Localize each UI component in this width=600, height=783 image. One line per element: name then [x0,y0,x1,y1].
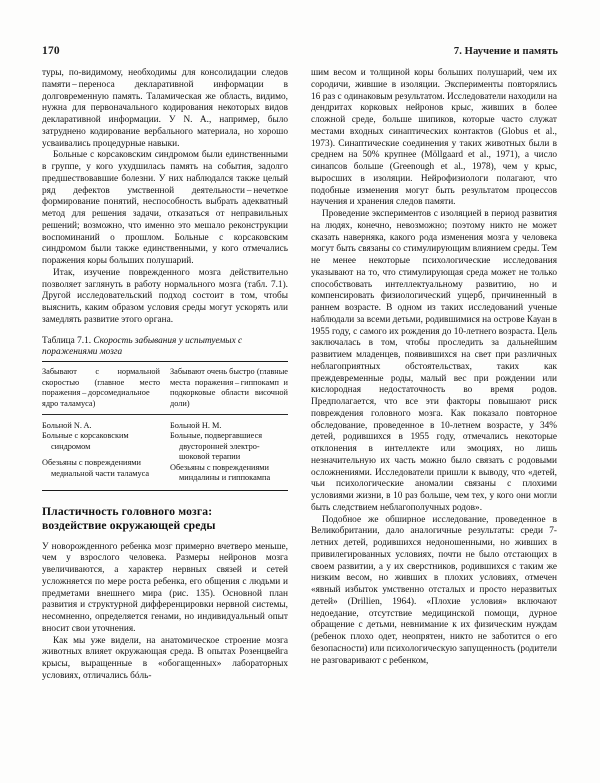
table-7-1 [42,336,288,492]
table-caption-label: Таблица 7.1. [42,335,92,346]
table-cell-line: Обезьяны с повреждениями [170,462,269,472]
running-head [42,45,558,59]
paragraph: шим весом и толщиной коры больших полушарий, чем их сородичи, жившие в изоляции. Эксперименты повторялись 16 раз с одинаковым результатом. Исследователи находили на дендритах корковых нейронов крыс, живших в более сложной среде, больше шипиков, которые часто служат местами входных синаптических контактов (Globus et al., 1973). Синаптические соединения у таких животных были в среднем на 50% крупнее (Möllgaard et al., 1971), а число синапсов больше (Greenough et al., 1978), чем у крыс, выросших в изоляции. Нейрофизиологи полагают, что подобные изменения могут быть результатом процессов научения и хранения следов памяти. [311,68,557,208]
paragraph: Подобное же обширное исследование, проведенное в Великобритании, дало аналогичные результаты: среди 7-летних детей, родившихся недоношенными, но живших в привилегированных условиях, почти не было отстающих в своем развитии, а у их сверстников, родившихся с таким же низким весом, но живших в плохих условиях, отмечен «явный избыток умственно отсталых и просто неразвитых детей» (Drillien, 1964). «Плохие условия» включают недоедание, отсутствие медицинской помощи, дурное обращение с детьми, невнимание к их физическим нуждам (ребенок плохо одет, неопрятен, никто не заботится о его безопасности) или психологическую запущенность (родители не разговаривают с ребенком, [311,514,557,666]
table-cell-line: Обезьяны с повреждениями [42,458,141,468]
page-number: 170 [42,45,60,57]
section-heading [42,505,288,532]
chapter-title: 7. Научение и память [453,46,558,57]
table-cell-line: шоковой терапии [179,452,241,462]
two-column-body [42,68,558,768]
paragraph: Итак, изучение поврежденного мозга действительно позволяет заглянуть в работу нормального мозга (табл. 7.1). Другой исследовательский подход состоит в том, чтобы выяснить, каким образом условия среды могут ускорять или замедлять развитие этого органа. [42,267,288,325]
table-cell-line: двусторонней электро- [179,441,260,451]
table-cell-line: миндалины и гиппокампа [179,472,271,482]
table-cell [170,415,288,490]
section-heading-line-2: воздействие окружающей среды [42,518,216,532]
left-column [42,68,288,768]
table-cell-line: Больной H. M. [170,420,222,430]
right-column [311,68,557,768]
table-header-cell: Забывают с нормальной скоростью (главное место поражения – дорсомедиальное ядро таламуса) [42,367,160,408]
paragraph: Проведение экспериментов с изоляцией в период развития на людях, конечно, невозможно; поэтому никто не может сказать наверняка, какого рода изменения мозга у человека могут быть связаны со стимулирующим влиянием среды. Тем не менее некоторые психологические исследования указывают на то, что стимулирующая среда может не только способствовать интеллектуальному развитию, но и компенсировать физиологический ущерб, причиненный в раннем возрасте. В одном из таких исследований ученые наблюдали за всеми детьми, родившимися на острове Кауан в 1955 году, с самого их рождения до 10-летнего возраста. Цель заключалась в том, чтобы проследить за дальнейшим развитием младенцев, появившихся на свет при различных неблагоприятных обстоятельствах, таких как преждевременные роды, малый вес при рождении или кислородная недостаточность во время родов. Предполагается, что все эти факторы повышают риск повреждения головного мозга. Как показало повторное обследование, проведенное в 10-летнем возрасте, у 34% детей, родившихся в 1955 году, отмечались некоторые отклонения в интеллекте или эмоциях, но лишь незначительную их часть можно было связать с родовыми осложнениями. Исследователи пришли к выводу, что «детей, чьи психологические аномалии связаны с плохими условиями жизни, в 10 раз больше, чем тех, у кого они могли быть следствием неблагополучных родов». [311,209,557,513]
table-cell-line: Больные с корсаковским [42,431,129,441]
table-cell-line: медиальной части таламуса [51,468,150,478]
paragraph: Как мы уже видели, на анатомическое строение мозга животных влияет окружающая среда. В опытах Розенцвейга крысы, выращенные в «обогащенных» лабораторных условиях, отличались бóль- [42,635,288,681]
table-header-cell: Забывают очень быстро (главные места поражения – гиппокамп и подкорковые области височной доли) [170,367,288,408]
table-caption [42,336,288,359]
table-bottom-rule [42,490,288,491]
table-cell-line: Больной N. A. [42,420,92,430]
table-caption-title: Скорость забывания у испытуемых с поражениями мозга [42,335,243,357]
table-cell-line: синдромом [51,441,91,451]
paragraph: туры, по-видимому, необходимы для консолидации следов памяти – переноса декларативной информации в долговременную память. Таламическая же область, видимо, нужна для первоначального кодирования некоторых видов декларативной информации. У N. A., например, было затруднено кодирование вербального материала, но хорошо усваивались процедурные навыки. [42,68,288,149]
paragraph: У новорожденного ребенка мозг примерно вчетверо меньше, чем у взрослого человека. Размеры нейронов мозга увеличиваются, а характер нервных связей и сетей усложняется по мере роста ребенка, его общения с людьми и предметами внешнего мира (рис. 135). Основной план развития и структурной дифференцировки нервной системы, несомненно, определяется генами, но индивидуальный опыт вносит свои уточнения. [42,541,288,634]
table-cell-line: Больные, подвергавшиеся [170,431,263,441]
table-header-row [42,362,288,414]
section-heading-line-1: Пластичность головного мозга: [42,505,213,519]
table-row [42,415,288,490]
paragraph: Больные с корсаковским синдромом были единственными в группе, у кого ухудшилась память на события, задолго предшествовавшие болезни. У них наблюдался также целый ряд дефектов умственной деятельности – нечеткое формирование понятий, неспособность выбрать адекватный метод для решения задачи, отказаться от неправильных решений; возможно, что именно это мешало реконструкции воспоминаний о прошлом. Больные с корсаковским синдромом были также единственными, у кого отмечались поражения коры больших полушарий. [42,150,288,266]
table-cell [42,415,160,490]
